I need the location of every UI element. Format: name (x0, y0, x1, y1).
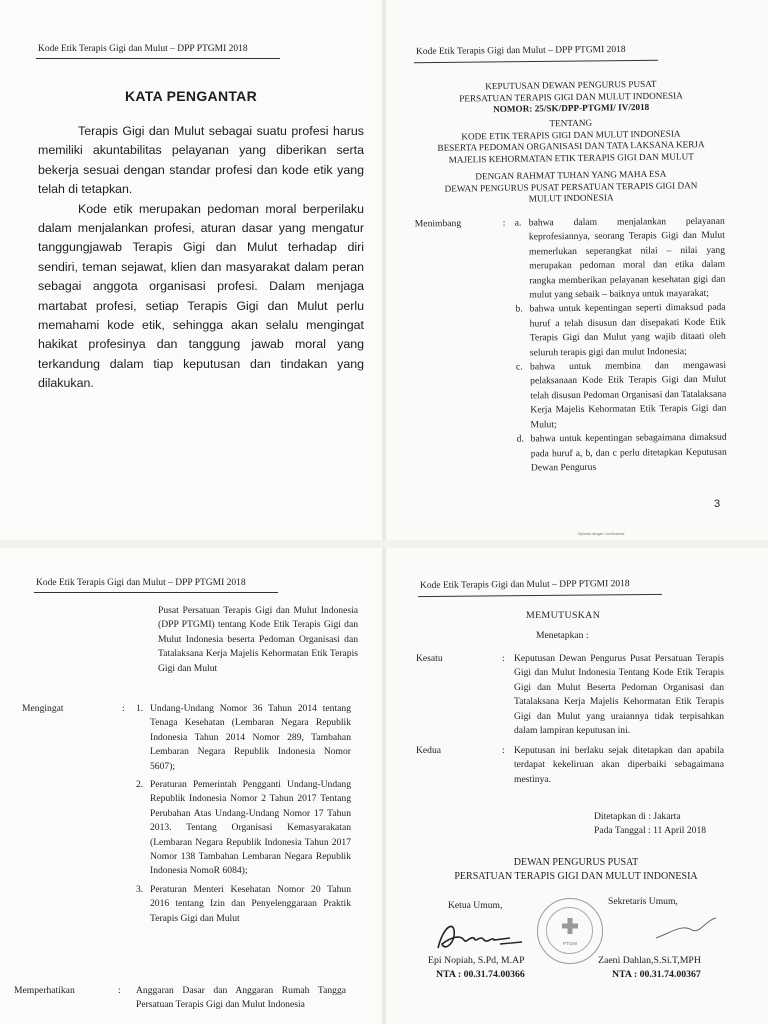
list-item: b. bahwa untuk kepentingan seperti dimaksud pada huruf a telah disusun dan disepakati Kode Etik Terapis Gigi dan Mulut yang wajib ditaati oleh seluruh terapis gigi dan mulut Indonesia; (515, 302, 726, 359)
page-number: 3 (714, 498, 721, 510)
list-item: c. bahwa untuk membina dan mengawasi pelaksanaan Kode Etik Terapis Gigi dan Mulut telah disusun Pedoman Organisasi dan Tatalaksana Kerja Majelis Kehormatan Etik Terapis Gigi dan Mulut; (515, 359, 727, 431)
decree-continuation: Pusat Persatuan Terapis Gigi dan Mulut Indonesia (DPP PTGMI) tentang Kode Etik Terapis Gigi dan Mulut Indonesia beserta Pedoman Organisasi dan Tatalaksana Kerja Majelis Kehormatan Etik Terapis Gigi dan Mulut (158, 605, 358, 674)
subject-line: MAJELIS KEHORMATAN ETIK TERAPIS GIGI DAN MULUT (448, 150, 694, 165)
cross-icon (561, 917, 579, 935)
sekretaris-title: Sekretaris Umum, (608, 896, 678, 907)
decree-line: PERSATUAN TERAPIS GIGI DAN MULUT INDONESIA (459, 89, 683, 104)
ketua-name: Epi Nopiah, S.Pd, M.AP (428, 955, 525, 966)
organization-block (416, 856, 736, 884)
page-header: Kode Etik Terapis Gigi dan Mulut – DPP PTGMI 2018 (38, 44, 248, 54)
org-line: PERSATUAN TERAPIS GIGI DAN MULUT INDONESIA (454, 871, 698, 882)
memperhatikan-label: Memperhatikan (14, 985, 75, 996)
tentang-label: TENTANG (549, 117, 593, 129)
list-item: 2. Peraturan Pemerintah Pengganti Undang-Undang Republik Indonesia Nomor 2 Tahun 2017 Tentang Perubahan Atas Undang-Undang Nomor 17 Tahun 2013. Tentang Organisasi Kemasyarakatan (Lembaran Negara Republik Indonesia Tahun 2017 Nomor 138 Tambahan Lembaran Negara Republik Indonesia NomoR 6084); (136, 779, 351, 877)
menimbang-list (515, 215, 727, 476)
sekretaris-signature (652, 910, 722, 946)
organization-stamp (537, 898, 603, 964)
scan-watermark: Dipindai dengan CamScanner (578, 532, 625, 536)
mengingat-list (136, 702, 351, 926)
foreword-body (38, 122, 364, 394)
decree-line: KEPUTUSAN DEWAN PENGURUS PUSAT (485, 78, 657, 92)
ketua-signature (430, 914, 530, 958)
ditetapkan-di: Ditetapkan di : Jakarta (594, 811, 681, 822)
page-keputusan (386, 0, 768, 540)
ketua-title: Ketua Umum, (448, 900, 503, 911)
page-kata-pengantar (0, 0, 382, 540)
kedua-text: Keputusan ini berlaku sejak ditetapkan dan apabila terdapat kekeliruan akan diperbaiki sebagaimana mestinya. (514, 745, 724, 785)
pada-tanggal: Pada Tanggal : 11 April 2018 (594, 825, 707, 836)
ditetapkan-block (594, 810, 706, 838)
kesatu-label: Kesatu (416, 653, 443, 664)
colon: : (118, 985, 121, 996)
sekretaris-block (598, 954, 701, 982)
rahmat-block (426, 168, 716, 207)
header-rule (34, 592, 278, 593)
subject-line: BESERTA PEDOMAN ORGANISASI DAN TATA LAKSANA KERJA (437, 139, 705, 153)
kedua-label: Kedua (416, 745, 442, 756)
page-separator (0, 540, 768, 548)
foreword-paragraph: Terapis Gigi dan Mulut sebagai suatu profesi harus memiliki akuntabilitas pelayanan yang diberikan serta bekerja sesuai dengan standar profesi dan kode etik yang telah di tetapkan. (38, 124, 364, 197)
sekretaris-name: Zaeni Dahlan,S.Si.T,MPH (598, 955, 701, 966)
decree-number: NOMOR: 25/SK/DPP-PTGMI/ IV/2018 (492, 101, 650, 115)
stamp-label: PTGMI (562, 941, 578, 946)
colon: : (122, 703, 125, 714)
page-header: Kode Etik Terapis Gigi dan Mulut – DPP PTGMI 2018 (415, 44, 626, 58)
header-rule (418, 594, 662, 597)
rahmat-line: DENGAN RAHMAT TUHAN YANG MAHA ESA (475, 168, 667, 182)
list-item: d. bahwa untuk kepentingan sebagaimana dimaksud pada huruf a, b, dan c perlu ditetapkan Keputusan Dewan Pengurus (516, 431, 727, 474)
page-mengingat (0, 548, 382, 1024)
memutuskan-heading: MEMUTUSKAN (526, 610, 601, 621)
colon: : (502, 745, 505, 756)
decree-subject (426, 116, 717, 166)
page-header: Kode Etik Terapis Gigi dan Mulut – DPP PTGMI 2018 (419, 579, 630, 591)
header-rule (414, 60, 658, 64)
kesatu-text: Keputusan Dewan Pengurus Pusat Persatuan Terapis Gigi dan Mulut Indonesia Tentang Kode Etik Terapis Gigi dan Mulut Beserta Pedoman Organisasi dan Tatalaksana Kerja Majelis Kehormatan Etik Terapis Gigi dan Mulut yang uraiannya tidak terpisahkan dalam lampiran keputusan ini. (514, 653, 724, 737)
foreword-paragraph: Kode etik merupakan pedoman moral berperilaku dalam menjalankan profesi, aturan dasar yang mengatur tanggungjawab Terapis Gigi dan Mulut terhadap diri sendiri, teman sejawat, klien dan masyarakat dalam peran sebagai anggota organisasi profesi. Dalam menjaga martabat profesi, setiap Terapis Gigi dan Mulut perlu memahami kode etik, sehingga akan selalu mengingat hakikat profesinya dan tanggung jawab moral yang terkandung dalam tiap keputusan dan tindakan yang dilakukan. (38, 201, 364, 391)
colon: : (502, 217, 506, 229)
memperhatikan-text: Anggaran Dasar dan Anggaran Rumah Tangga Persatuan Terapis Gigi dan Mulut Indonesia (136, 985, 346, 1011)
decree-heading (426, 78, 716, 117)
ketua-block (428, 954, 525, 982)
rahmat-line: DEWAN PENGURUS PUSAT PERSATUAN TERAPIS GIGI DAN (444, 179, 698, 194)
subject-line: KODE ETIK TERAPIS GIGI DAN MULUT INDONESIA (461, 127, 681, 142)
ketua-nta: NTA : 00.31.74.00366 (436, 969, 525, 980)
colon: : (502, 653, 505, 664)
list-item: 3. Peraturan Menteri Kesehatan Nomor 20 Tahun 2016 tentang Izin dan Penyelenggaraan Praktik Terapis Gigi dan Mulut (136, 883, 351, 924)
menetapkan-label: Menetapkan : (536, 630, 589, 641)
list-item: a. bahwa dalam menjalankan pelayanan keprofesiannya, seorang Terapis Gigi dan Mulut memerlukan seperangkat nilai – nilai yang merupakan pedoman moral dan etika dalam rangka memberikan pelayanan kesehatan gigi dan mulut yang sebaik – baiknya untuk mayarakat; (514, 215, 726, 301)
rahmat-line: MULUT INDONESIA (528, 192, 614, 204)
list-item: 1. Undang-Undang Nomor 36 Tahun 2014 tentang Tenaga Kesehatan (Lembaran Negara Republik Indonesia Tahun 2014 Nomor 289, Tambahan Lembaran Negara Republik Indonesia Nomor 5607); (136, 703, 351, 772)
page-title: KATA PENGANTAR (124, 88, 257, 104)
menimbang-section (415, 215, 738, 518)
org-line: DEWAN PENGURUS PUSAT (513, 857, 639, 868)
sekretaris-nta: NTA : 00.31.74.00367 (612, 969, 701, 980)
header-rule (36, 58, 280, 59)
menimbang-label: Menimbang (414, 217, 462, 230)
mengingat-label: Mengingat (22, 703, 64, 714)
page-header: Kode Etik Terapis Gigi dan Mulut – DPP PTGMI 2018 (36, 578, 246, 588)
